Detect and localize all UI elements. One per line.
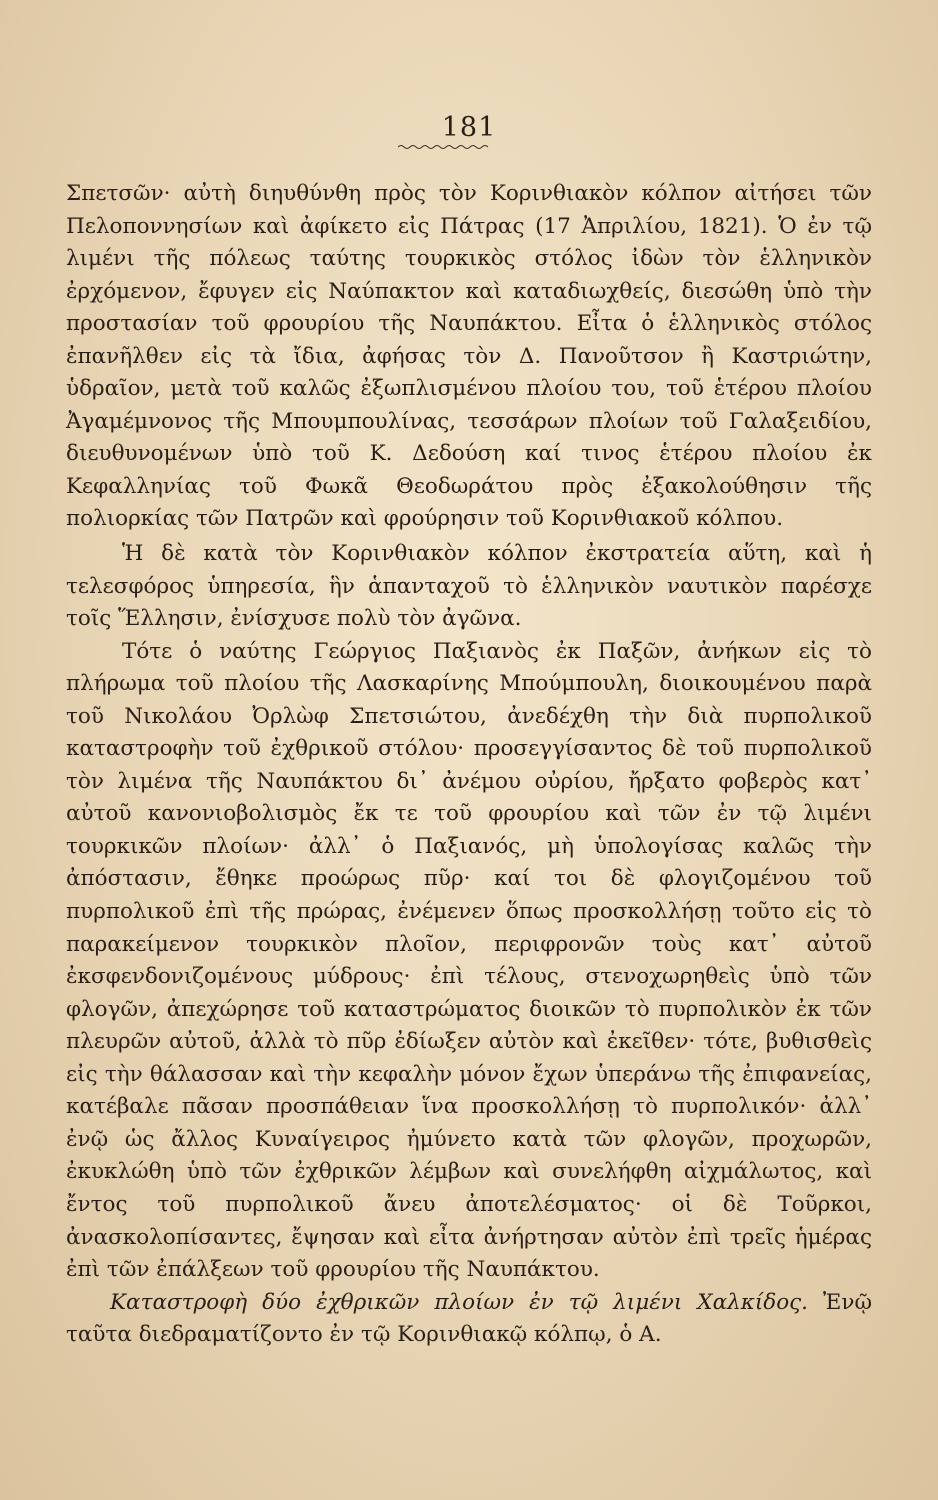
paragraph-3: Τότε ὁ ναύτης Γεώργιος Παξιανὸς ἐκ Παξῶν, ἀνήκων εἰς τὸ πλήρωμα τοῦ πλοίου τῆς Λασκαρίνης Μπούμπουλη, διοικουμένου παρὰ τοῦ Νικολάου Ὀρλὼφ Σπετσιώτου, ἀνεδέχθη τὴν διὰ πυρπολικοῦ καταστροφὴν τοῦ ἐχθρικοῦ στόλου· προσεγγίσαντος δὲ τοῦ πυρπολικοῦ τὸν λιμένα τῆς Ναυπάκτου δι᾽ ἀνέμου οὐρίου, ἤρξατο φοβερὸς κατ᾽ αὐτοῦ κανονιοβολισμὸς ἔκ τε τοῦ φρουρίου καὶ τῶν ἐν τῷ λιμένι τουρκικῶν πλοίων· ἀλλ᾽ ὁ Παξιανός, μὴ ὑπολογίσας καλῶς τὴν ἀπόστασιν, ἔθηκε προώρως πῦρ· καί τοι δὲ φλογιζομένου τοῦ πυρπολικοῦ ἐπὶ τῆς πρώρας, ἐνέμενεν ὅπως προσκολλήσῃ τοῦτο εἰς τὸ παρακείμενον τουρκικὸν πλοῖον, περιφρονῶν τοὺς κατ᾽ αὐτοῦ ἐκσφενδονιζομένους μύδρους· ἐπὶ τέλους, στενοχωρηθεὶς ὑπὸ τῶν φλογῶν, ἀπεχώρησε τοῦ καταστρώματος διοικῶν τὸ πυρπολικὸν ἐκ τῶν πλευρῶν αὐτοῦ, ἀλλὰ τὸ πῦρ ἐδίωξεν αὐτὸν καὶ ἐκεῖθεν· τότε, βυθισθεὶς εἰς τὴν θάλασσαν καὶ τὴν κεφαλὴν μόνον ἔχων ὑπεράνω τῆς ἐπιφανείας, κατέβαλε πᾶσαν προσπάθειαν ἵνα προσκολλήσῃ τὸ πυρπολικόν· ἀλλ᾽ ἐνῷ ὡς ἄλλος Κυναίγειρος ἠμύνετο κατὰ τῶν φλογῶν, προχωρῶν, ἐκυκλώθη ὑπὸ τῶν ἐχθρικῶν λέμβων καὶ συνελήφθη αἰχμάλωτος, καὶ ἔντος τοῦ πυρπολικοῦ ἄνευ ἀποτελέσματος· οἱ δὲ Τοῦρκοι, ἀνασκολοπίσαντες, ἔψησαν καὶ εἶτα ἀνήρτησαν αὐτὸν ἐπὶ τρεῖς ἡμέρας ἐπὶ τῶν ἐπάλξεων τοῦ φρουρίου τῆς Ναυπάκτου. <box>66 638 872 1283</box>
body-text <box>66 178 872 1352</box>
final-paragraph-text: Ἐνῷ ταῦτα διεδραματίζοντο ἐν τῷ Κορινθιακῷ κόλπῳ, ὁ Α. <box>66 1289 872 1348</box>
page-number: 181 <box>441 112 497 143</box>
section-paragraph <box>66 1287 872 1352</box>
section-heading: Καταστροφὴ δύο ἐχθρικῶν πλοίων ἐν τῷ λιμένι Χαλκίδος. <box>110 1289 809 1315</box>
paragraph-1: Σπετσῶν· αὐτὴ διηυθύνθη πρὸς τὸν Κορινθιακὸν κόλπον αἰτήσει τῶν Πελοποννησίων καὶ ἀφίκετο εἰς Πάτρας (17 Ἀπριλίου, 1821). Ὁ ἐν τῷ λιμένι τῆς πόλεως ταύτης τουρκικὸς στόλος ἰδὼν τὸν ἑλληνικὸν ἐρχόμενον, ἔφυγεν εἰς Ναύπακτον καὶ καταδιωχθείς, διεσώθη ὑπὸ τὴν προστασίαν τοῦ φρουρίου τῆς Ναυπάκτου. Εἶτα ὁ ἑλληνικὸς στόλος ἐπανῆλθεν εἰς τὰ ἴδια, ἀφήσας τὸν Δ. Πανοῦτσον ἢ Καστριώτην, ὑδραῖον, μετὰ τοῦ καλῶς ἐξωπλισμένου πλοίου του, τοῦ ἑτέρου πλοίου Ἀγαμέμνονος τῆς Μπουμπουλίνας, τεσσάρων πλοίων τοῦ Γαλαξειδίου, διευθυνομένων ὑπὸ τοῦ Κ. Δεδούση καί τινος ἑτέρου πλοίου ἐκ Κεφαλληνίας τοῦ Φωκᾶ Θεοδωράτου πρὸς ἐξακολούθησιν τῆς πολιορκίας τῶν Πατρῶν καὶ φρούρησιν τοῦ Κορινθιακοῦ κόλπου. <box>66 181 872 532</box>
paragraph-2: Ἡ δὲ κατὰ τὸν Κορινθιακὸν κόλπον ἐκστρατεία αὕτη, καὶ ἡ τελεσφόρος ὑπηρεσία, ἣν ἁπανταχοῦ τὸ ἑλληνικὸν ναυτικὸν παρέσχε τοῖς Ἕλλησιν, ἐνίσχυσε πολὺ τὸν ἀγῶνα. <box>66 541 872 632</box>
wavy-rule-ornament <box>398 144 490 150</box>
